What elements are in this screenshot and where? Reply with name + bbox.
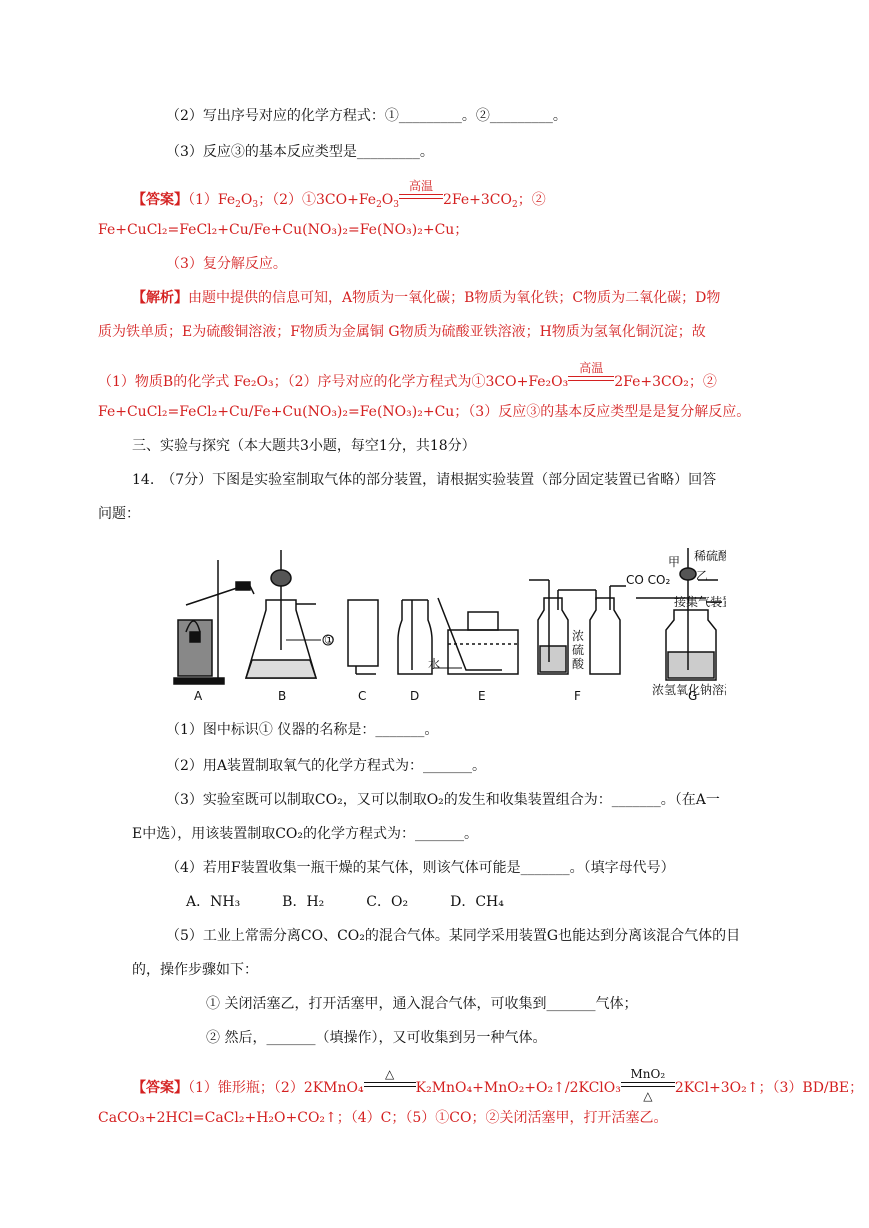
reaction-condition: 高温 (568, 372, 614, 392)
question-14: 14. （7分）下图是实验室制取气体的部分装置，请根据实验装置（部分固定装置已省略）回答 (132, 472, 717, 488)
label-b: B (278, 689, 287, 703)
circle-1-label: ① (324, 633, 335, 647)
reaction-condition: MnO₂ △ (621, 1078, 675, 1098)
answer-1-line3: （3）复分解反应。 (166, 256, 287, 272)
reaction-condition: △ (364, 1078, 416, 1098)
label-g-acid: 稀硫酸 (694, 549, 726, 563)
answer-2 (132, 1067, 864, 1103)
options: A．NH₃ B．H₂ C．O₂ D．CH₄ (186, 894, 504, 910)
question-3: （3）反应③的基本反应类型是_________。 (166, 144, 434, 160)
answer-text: ；② (517, 192, 546, 208)
question-2: （2）写出序号对应的化学方程式：①_________。②_________。 (166, 108, 567, 124)
answer-text: 2KCl+3O₂↑；（3）BD/BE； (674, 1080, 864, 1096)
label-g: G (688, 689, 698, 703)
sub-question-3-cont: E中选），用该装置制取CO₂的化学方程式为：_______。 (132, 826, 479, 842)
section-heading: 三、实验与探究（本大题共3小题，每空1分，共18分） (132, 438, 476, 454)
analysis-text: 2Fe+3CO₂；② (614, 374, 717, 390)
label-g-naoh: 浓氢氧化钠溶 (652, 683, 725, 697)
label-c: C (358, 689, 367, 703)
answer-text: ；（2）①3CO+Fe (258, 192, 377, 208)
label-g-yi: 乙 (696, 569, 709, 583)
sub-question-2: （2）用A装置制取氧气的化学方程式为：_______。 (166, 758, 487, 774)
reaction-condition: 高温 (399, 190, 443, 210)
apparatus-c (348, 600, 378, 674)
answer-tag: 【答案】 (132, 1080, 188, 1096)
analysis-text: （1）物质B的化学式 Fe₂O₃；（2）序号对应的化学方程式为①3CO+Fe₂O₃ (98, 374, 569, 390)
figure-labels (194, 548, 726, 703)
label-f: F (574, 689, 581, 703)
label-conc-1: 浓 (572, 629, 585, 643)
answer-text: （1）Fe (188, 192, 236, 208)
label-conc-3: 酸 (572, 657, 585, 671)
label-e: E (478, 689, 486, 703)
label-conc-2: 硫 (572, 643, 585, 657)
label-g-collect: 接集气装 (674, 595, 723, 609)
answer-text: （1）锥形瓶；（2）2KMnO₄ (188, 1080, 364, 1096)
answer-text: O (381, 192, 394, 208)
analysis-line1 (132, 288, 720, 308)
label-a: A (194, 689, 203, 703)
question-14-cont: 问题： (98, 506, 140, 522)
apparatus-b (246, 550, 335, 678)
answer-tag: 【答案】 (132, 192, 188, 208)
sub-question-4: （4）若用F装置收集一瓶干燥的某气体，则该气体可能是_______。（填字母代号） (166, 860, 675, 876)
label-g-jia: 甲 (668, 555, 681, 569)
analysis-line2: 质为铁单质；E为硫酸铜溶液；F物质为金属铜 G物质为硫酸亚铁溶液；H物质为氢氧化铜沉淀；故 (98, 324, 706, 340)
analysis-line3 (98, 361, 717, 392)
label-water: 水 (428, 657, 441, 671)
answer-2-line2: CaCO₃+2HCl=CaCl₂+H₂O+CO₂↑；（4）C；（5）①CO；②关闭活塞甲，打开活塞乙。 (98, 1110, 668, 1126)
analysis-tag: 【解析】 (132, 290, 188, 306)
step-2: ② 然后，_______（填操作），又可收集到另一种气体。 (206, 1030, 547, 1046)
label-g-gas: CO CO₂ (626, 573, 671, 587)
answer-1: 【答案】$(1)Fe_2O_3$；$(2)①3CO+Fe_2O_3$ 高温 $2Fe+3CO_2$；② (132, 179, 546, 210)
analysis-line4: Fe+CuCl₂=FeCl₂+Cu/Fe+Cu(NO₃)₂=Fe(NO₃)₂+Cu；（3）反应③的基本反应类型是是复分解反应。 (98, 404, 751, 420)
sub-question-5-cont: 的，操作步骤如下： (132, 962, 258, 978)
sub-question-5: （5）工业上常需分离CO、CO₂的混合气体。某同学采用装置G也能达到分离该混合气体的目 (166, 928, 741, 944)
apparatus-a (174, 560, 254, 684)
answer-text: 2Fe+3CO (443, 192, 512, 208)
analysis-text: 由题中提供的信息可知，A物质为一氧化碳；B物质为氧化铁；C物质为二氧化碳；D物 (188, 290, 721, 306)
sub-question-1: （1）图中标识① 仪器的名称是：_______。 (166, 722, 439, 738)
apparatus-d (398, 600, 432, 674)
step-1: ① 关闭活塞乙，打开活塞甲，通入混合气体，可收集到_______气体； (206, 996, 638, 1012)
apparatus-e (434, 598, 518, 674)
answer-text: K₂MnO₄+MnO₂+O₂↑/2KClO₃ (415, 1080, 621, 1096)
apparatus-figure (166, 540, 726, 714)
label-d: D (410, 689, 420, 703)
sub-question-3: （3）实验室既可以制取CO₂，又可以制取O₂的发生和收集装置组合为：_______。（在A一 (166, 792, 720, 808)
answer-1-line2: Fe+CuCl₂=FeCl₂+Cu/Fe+Cu(NO₃)₂=Fe(NO₃)₂+Cu； (98, 222, 469, 238)
answer-text: O (240, 192, 253, 208)
